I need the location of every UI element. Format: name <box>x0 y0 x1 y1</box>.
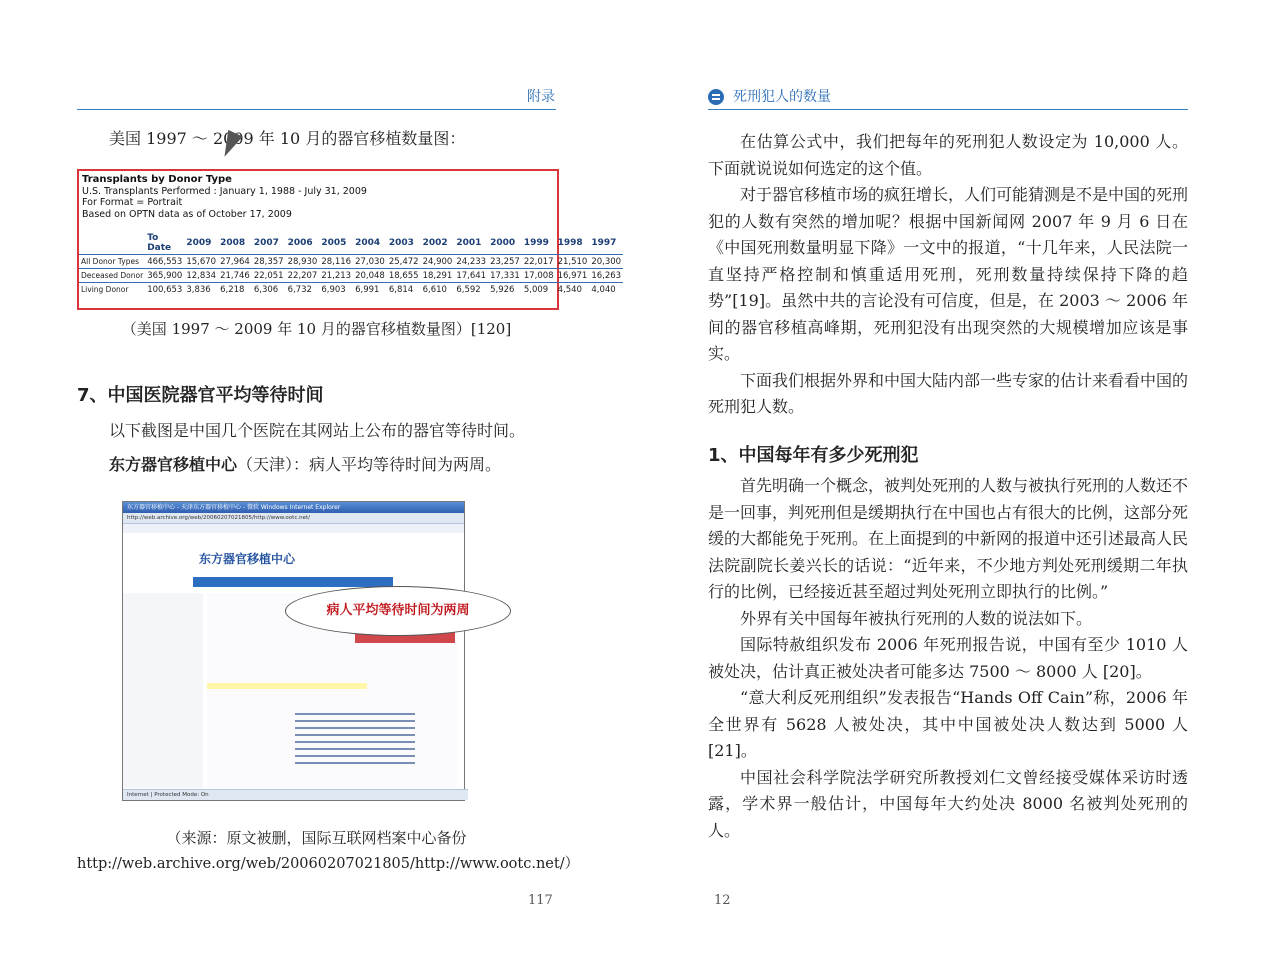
table-cell: 28,357 <box>253 256 284 267</box>
header-bullet-icon <box>708 89 724 105</box>
col-to-label: To <box>147 233 159 243</box>
section-heading-1: 1、中国每年有多少死刑犯 <box>708 445 919 466</box>
table-row <box>79 255 623 269</box>
left-running-header: 附录 <box>527 89 555 105</box>
para-amnesty: 国际特赦组织发布 2006 年死刑报告说，中国有至少 1010 人被处决，估计真正被处决者可能多达 7500 ～ 8000 人 [20]。 <box>708 635 1188 681</box>
transplant-table-figure <box>77 169 622 310</box>
para-liu-renwen: 中国社会科学院法学研究所教授刘仁文曾经接受媒体采访时透露，学术界一般估计，中国每年大约处决 8000 名被判处死刑的人。 <box>708 767 1188 840</box>
table-cell: 18,291 <box>422 270 453 281</box>
para-estimates: 下面我们根据外界和中国大陆内部一些专家的估计来看看中国的死刑犯人数。 <box>708 370 1189 416</box>
row-label: Deceased Donor <box>79 269 145 283</box>
table-cell: 22,207 <box>287 270 318 281</box>
table-cell: 25,472 <box>388 256 419 267</box>
site-news-list <box>295 713 415 769</box>
figure1-caption: （美国 1997 ～ 2009 年 10 月的器官移植数量图）[120] <box>121 320 512 338</box>
site-highlight-line <box>207 683 367 689</box>
para-outside-claims: 外界有关中国每年被执行死刑的人数的说法如下。 <box>740 608 1093 628</box>
table-cell: 22,051 <box>253 270 284 281</box>
table-row <box>79 283 623 297</box>
table-cell: 24,233 <box>456 256 487 267</box>
table-cell: 17,008 <box>523 270 554 281</box>
table-cell: 23,257 <box>490 256 520 267</box>
figure-line-1: U.S. Transplants Performed : January 1, 1988 - July 31, 2009 <box>82 185 367 197</box>
hospital-wait-text: （天津）：病人平均等待时间为两周。 <box>237 455 502 474</box>
browser-title-bar: 东方器官移植中心 - 天津东方器官移植中心 - 微软 Windows Internet Explorer <box>123 502 464 513</box>
table-cell: 6,592 <box>454 283 488 297</box>
table-cell: 4,540 <box>556 283 590 297</box>
para-screenshots-intro: 以下截图是中国几个医院在其网站上公布的器官等待时间。 <box>109 421 526 440</box>
table-header-row <box>79 219 623 255</box>
browser-status-bar: Internet | Protected Mode: On <box>123 789 468 800</box>
para-hands-off-cain: “意大利反死刑组织”发表报告“Hands Off Cain”称，2006 年全世界有 5628 人被处决，其中中国被处决人数达到 5000 人 [21]。 <box>708 688 1188 760</box>
year-header: 2006 <box>287 238 313 248</box>
year-header: 2004 <box>355 238 381 248</box>
table-cell: 20,300 <box>591 256 622 267</box>
table-cell: 6,218 <box>218 283 252 297</box>
col-date-label: Date <box>147 243 172 253</box>
site-sidebar <box>123 593 203 788</box>
right-top-text <box>708 129 1188 421</box>
table-cell: 22,017 <box>523 256 554 267</box>
table-cell: 27,964 <box>220 256 250 267</box>
row-label: Living Donor <box>79 283 145 297</box>
table-cell: 365,900 <box>147 270 183 281</box>
para-dongfang <box>77 452 556 479</box>
table-cell: 12,834 <box>186 270 217 281</box>
header-to-date <box>145 219 184 255</box>
wait-time-callout: 病人平均等待时间为两周 <box>285 586 511 636</box>
table-cell: 24,900 <box>422 256 453 267</box>
table-cell: 6,306 <box>252 283 286 297</box>
year-header: 2003 <box>388 238 414 248</box>
section-heading-7: 7、中国医院器官平均等待时间 <box>77 385 324 406</box>
year-header: 1997 <box>591 238 617 248</box>
left-header-rule <box>77 109 556 110</box>
right-page-number: 12 <box>714 893 731 908</box>
table-cell: 27,030 <box>355 256 385 267</box>
figure2-caption-line2: http://web.archive.org/web/20060207021805/http://www.ootc.net/） <box>77 856 580 872</box>
table-cell: 6,814 <box>387 283 421 297</box>
right-bottom-text <box>708 473 1188 844</box>
browser-screenshot-figure <box>122 501 465 801</box>
year-header: 2005 <box>321 238 347 248</box>
figure-line-3: Based on OPTN data as of October 17, 2009 <box>82 208 292 220</box>
right-header-rule <box>708 109 1188 110</box>
year-header: 2007 <box>253 238 279 248</box>
browser-address-bar: http://web.archive.org/web/20060207021805/http://www.ootc.net/ <box>123 513 464 524</box>
site-logo-text: 东方器官移植中心 <box>199 552 296 566</box>
table-cell: 28,116 <box>321 256 352 267</box>
table-cell: 18,655 <box>388 270 419 281</box>
table-cell: 6,903 <box>319 283 353 297</box>
table-cell: 6,610 <box>421 283 455 297</box>
table-cell: 100,653 <box>147 284 183 295</box>
table-cell: 3,836 <box>184 283 218 297</box>
left-page-number: 117 <box>528 893 553 908</box>
year-header: 2008 <box>220 238 246 248</box>
table-cell: 5,009 <box>522 283 556 297</box>
table-cell: 6,991 <box>353 283 387 297</box>
right-page <box>632 0 1265 978</box>
hospital-name: 东方器官移植中心 <box>109 455 238 474</box>
intro-paragraph: 美国 1997 ～ 2009 年 10 月的器官移植数量图： <box>109 129 466 148</box>
table-cell: 6,732 <box>286 283 320 297</box>
browser-viewport <box>123 533 464 790</box>
right-running-header: 死刑犯人的数量 <box>733 89 831 105</box>
left-page <box>0 0 632 978</box>
table-cell: 20,048 <box>355 270 385 281</box>
table-cell: 16,263 <box>591 270 622 281</box>
table-cell: 15,670 <box>186 256 217 267</box>
table-cell: 21,746 <box>220 270 250 281</box>
table-cell: 16,971 <box>557 270 588 281</box>
year-header: 2002 <box>422 238 448 248</box>
figure2-caption-line1: （来源：原文被删，国际互联网档案中心备份 <box>166 829 467 847</box>
table-cell: 17,331 <box>490 270 520 281</box>
year-header: 2000 <box>490 238 516 248</box>
table-cell: 28,930 <box>287 256 318 267</box>
para-growth: 对于器官移植市场的疯狂增长，人们可能猜测是不是中国的死刑犯的人数有突然的增加呢？根据中国新闻网 2007 年 9 月 6 日在《中国死刑数量明显下降》一文中的报道，“十几年来，人民法院一直坚持严格控制和慎重适用死刑，死刑数量持续保持下降的趋势”[19]。虽然中共的言论没有可信度，但是，在 2003 ～ 2006 年间的器官移植高峰期，死刑犯没有出现突然的大规模增加应该是事实。 <box>708 185 1189 363</box>
year-header: 1998 <box>557 238 583 248</box>
table-cell: 21,510 <box>557 256 588 267</box>
para-concept: 首先明确一个概念，被判处死刑的人数与被执行死刑的人数还不是一回事，判死刑但是缓期执行在中国也占有很大的比例，这部分死缓的大都能免于死刑。在上面提到的中新网的报道中还引述最高人民法院副院长姜兴长的话说：“近年来，不少地方判处死刑缓期二年执行的比例，已经接近甚至超过判处死刑立即执行的比例。” <box>708 476 1189 601</box>
table-cell: 4,040 <box>589 283 623 297</box>
transplant-table <box>79 219 623 296</box>
table-cell: 21,213 <box>321 270 352 281</box>
header-blank-cell <box>79 219 145 255</box>
para-formula: 在估算公式中，我们把每年的死刑犯人数设定为 10,000 人。下面就说说如何选定的这个值。 <box>708 132 1188 178</box>
year-header: 2009 <box>186 238 212 248</box>
table-cell: 5,926 <box>488 283 522 297</box>
site-nav-bar <box>193 577 393 587</box>
year-header: 2001 <box>456 238 482 248</box>
table-row <box>79 269 623 283</box>
figure-line-2: For Format = Portrait <box>82 197 183 208</box>
year-header: 1999 <box>523 238 549 248</box>
figure-title: Transplants by Donor Type <box>82 174 232 185</box>
row-label: All Donor Types <box>79 255 145 269</box>
table-cell: 466,553 <box>147 256 183 267</box>
table-cell: 17,641 <box>456 270 487 281</box>
